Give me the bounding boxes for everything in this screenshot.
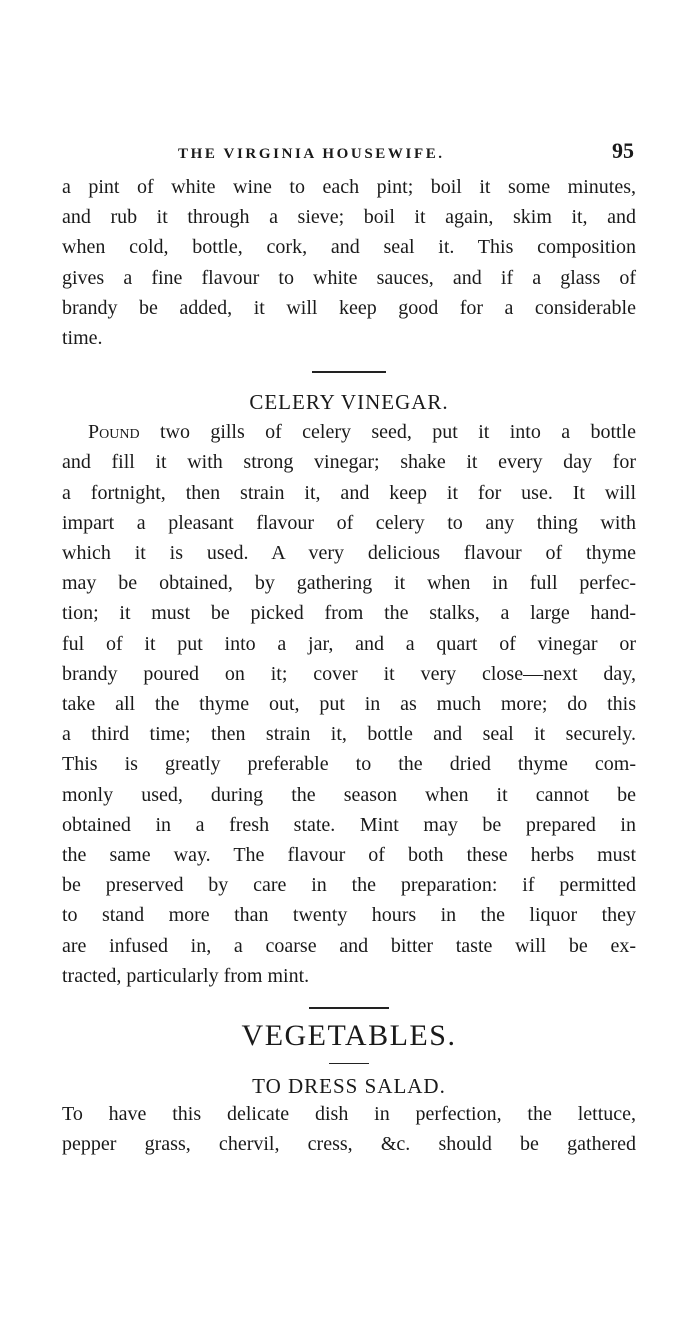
text-line: gives a fine flavour to white sauces, and if a glass of: [62, 266, 636, 289]
text-line: to stand more than twenty hours in the liquor they: [62, 904, 636, 927]
text-line: tracted, particularly from mint.: [62, 964, 310, 987]
text-line: [62, 417, 636, 447]
book-page: [62, 138, 636, 1159]
salad-paragraph: [62, 1099, 636, 1159]
text-line: ful of it put into a jar, and a quart of vinegar or: [62, 632, 636, 655]
celery-vinegar-paragraph: [62, 417, 636, 991]
page-number: 95: [612, 138, 634, 163]
text-line: brandy poured on it; cover it very close—next day,: [62, 662, 636, 685]
text-line: are infused in, a coarse and bitter taste will be ex-: [62, 934, 636, 957]
text-line: may be obtained, by gathering it when in full perfec-: [62, 572, 636, 595]
text-line: be preserved by care in the preparation: if permitted: [62, 874, 636, 897]
text-line: and rub it through a sieve; boil it again, skim it, and: [62, 206, 636, 229]
running-head: [62, 138, 636, 172]
celery-vinegar-heading: CELERY VINEGAR.: [249, 390, 449, 415]
text-line: tion; it must be picked from the stalks, a large hand-: [62, 602, 636, 625]
intro-paragraph: [62, 172, 636, 353]
short-divider: [329, 1063, 369, 1064]
text-line: obtained in a fresh state. Mint may be prepared in: [62, 813, 636, 836]
text-line: which it is used. A very delicious flavour of thyme: [62, 542, 636, 565]
first-line-text: two gills of celery seed, put it into a bottle: [159, 421, 636, 444]
text-line: a third time; then strain it, bottle and seal it securely.: [62, 723, 636, 746]
vegetables-heading: VEGETABLES.: [241, 1019, 457, 1053]
text-line: time.: [62, 327, 103, 350]
text-line: and fill it with strong vinegar; shake it every day for: [62, 451, 636, 474]
text-line: a fortnight, then strain it, and keep it for use. It will: [62, 481, 636, 504]
text-line: This is greatly preferable to the dried thyme com-: [62, 753, 636, 776]
text-line: impart a pleasant flavour of celery to any thing with: [62, 511, 636, 534]
text-line: monly used, during the season when it cannot be: [62, 783, 636, 806]
text-line: To have this delicate dish in perfection, the lettuce,: [62, 1103, 636, 1126]
to-dress-salad-heading: TO DRESS SALAD.: [252, 1074, 446, 1099]
section-divider: [312, 371, 386, 373]
text-line: brandy be added, it will keep good for a considerable: [62, 296, 636, 319]
text-line: pepper grass, chervil, cress, &c. should be gathered: [62, 1133, 636, 1156]
drop-word: Pound: [88, 421, 140, 444]
running-title: THE VIRGINIA HOUSEWIFE.: [178, 146, 445, 162]
text-line: a pint of white wine to each pint; boil it some minutes,: [62, 176, 636, 198]
text-line: the same way. The flavour of both these herbs must: [62, 844, 636, 867]
section-divider: [309, 1007, 389, 1009]
text-line: when cold, bottle, cork, and seal it. This composition: [62, 236, 636, 259]
text-line: take all the thyme out, put in as much more; do this: [62, 693, 636, 716]
